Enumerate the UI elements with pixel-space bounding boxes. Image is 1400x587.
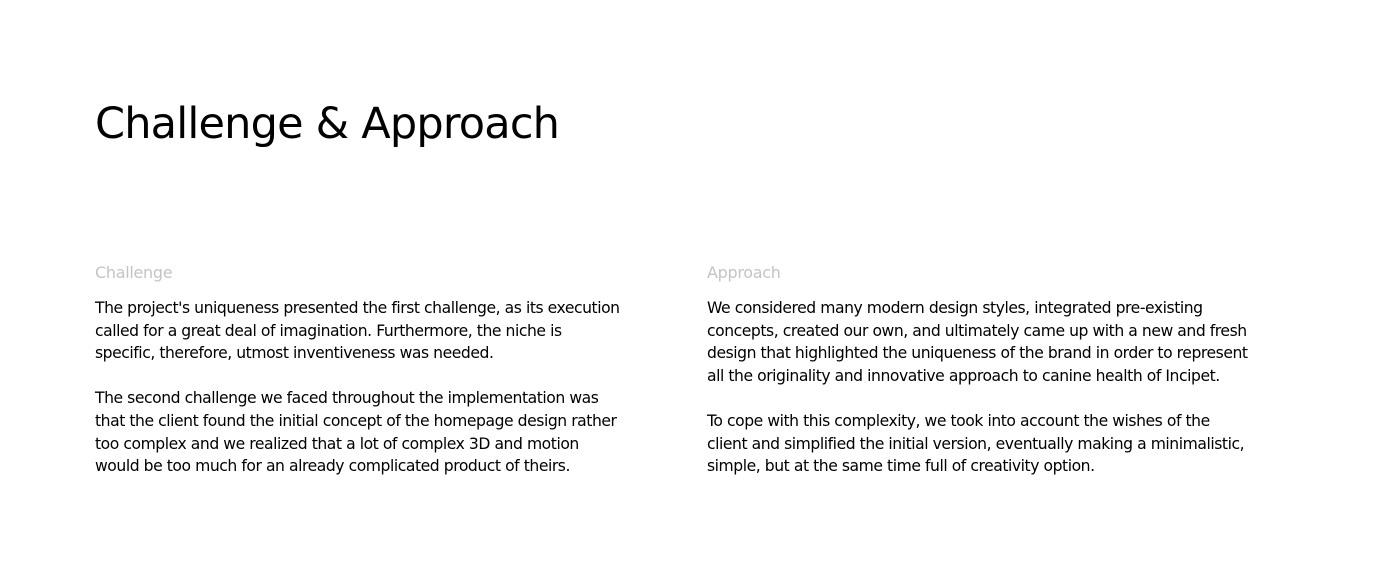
text-line: We considered many modern design styles, integrated pre-existing [707,299,1203,317]
text-line: called for a great deal of imagination. Furthermore, the niche is [95,321,562,340]
page-title: Challenge & Approach [95,99,560,149]
challenge-paragraph-1 [95,297,655,365]
text-line: The project's uniqueness presented the first challenge, as its execution [95,299,620,317]
challenge-section [95,262,655,478]
text-line: design that highlighted the uniqueness of the brand in order to represent [707,344,1248,363]
approach-paragraph-1 [707,297,1287,387]
text-line: To cope with this complexity, we took into account the wishes of the [707,411,1210,430]
text-line: concepts, created our own, and ultimately came up with a new and fresh [707,321,1247,340]
approach-label: Approach [707,263,781,282]
text-line: The second challenge we faced throughout the implementation was [95,389,599,408]
text-line: that the client found the initial concept of the homepage design rather [95,411,617,430]
text-line: specific, therefore, utmost inventiveness was needed. [95,344,494,363]
text-line: client and simplified the initial version, eventually making a minimalistic, [707,434,1245,453]
approach-paragraph-2 [707,410,1287,478]
challenge-label: Challenge [95,263,173,282]
text-line: all the originality and innovative approach to canine health of Incipet. [707,366,1220,385]
approach-section [707,262,1287,478]
text-line: would be too much for an already complicated product of theirs. [95,457,570,476]
challenge-paragraph-2 [95,387,655,477]
text-line: too complex and we realized that a lot of complex 3D and motion [95,434,579,453]
text-line: simple, but at the same time full of creativity option. [707,457,1095,476]
